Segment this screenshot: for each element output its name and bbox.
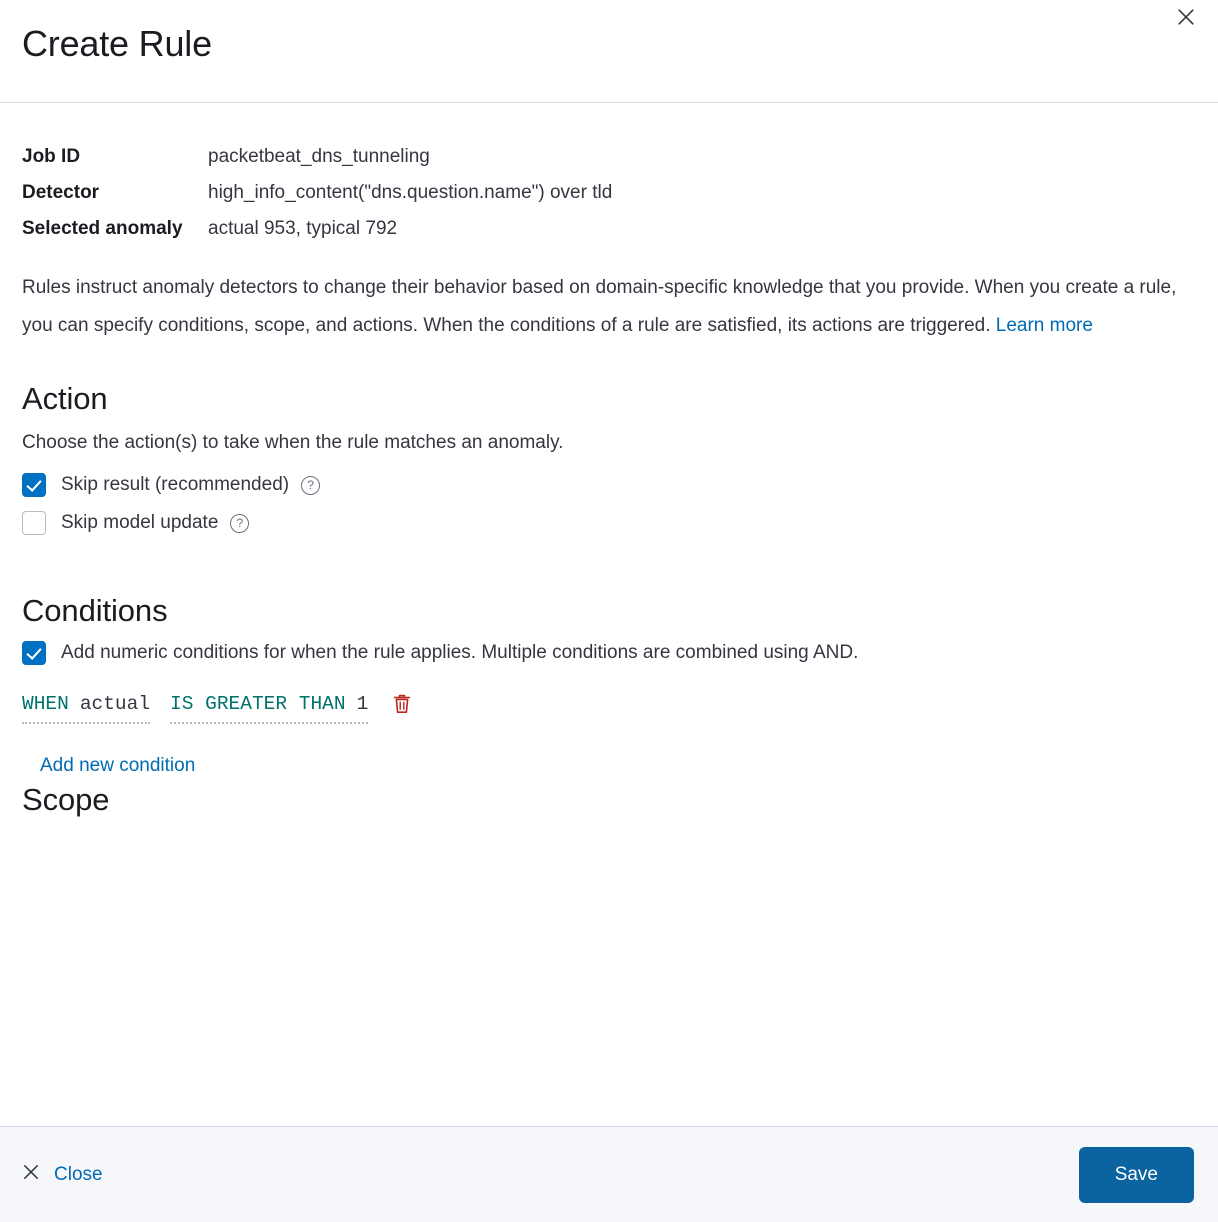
skip-result-label[interactable]: Skip result (recommended) <box>61 474 290 495</box>
condition-row <box>22 691 1194 724</box>
rule-details-list <box>22 143 1194 243</box>
add-new-condition-button[interactable]: Add new condition <box>40 755 196 776</box>
question-in-circle-icon[interactable]: ? <box>301 476 320 495</box>
condition-value-input[interactable]: 1 <box>356 693 369 715</box>
skip-model-update-row[interactable] <box>22 511 1194 535</box>
condition-when-keyword: WHEN <box>22 693 69 715</box>
conditions-enable-label[interactable]: Add numeric conditions for when the rule applies. Multiple conditions are combined using AND. <box>61 642 859 663</box>
skip-result-row[interactable] <box>22 473 1194 497</box>
condition-applies-to-select[interactable] <box>22 691 150 724</box>
skip-model-update-label[interactable]: Skip model update <box>61 512 219 533</box>
question-in-circle-icon[interactable]: ? <box>230 514 249 533</box>
flyout-header <box>0 0 1218 103</box>
learn-more-link[interactable]: Learn more <box>995 315 1093 336</box>
page-title: Create Rule <box>22 23 212 64</box>
conditions-heading: Conditions <box>22 593 168 628</box>
condition-operator-value: IS GREATER THAN <box>170 693 346 715</box>
detail-value-selected-anomaly: actual 953, typical 792 <box>208 218 398 239</box>
detail-value-job-id: packetbeat_dns_tunneling <box>208 146 430 167</box>
skip-result-checkbox[interactable] <box>22 473 46 497</box>
close-button[interactable] <box>22 1163 103 1187</box>
skip-model-update-checkbox[interactable] <box>22 511 46 535</box>
close-icon[interactable] <box>1172 3 1200 31</box>
close-button-label: Close <box>54 1163 103 1185</box>
conditions-enable-checkbox[interactable] <box>22 641 46 665</box>
trash-icon[interactable] <box>392 693 412 715</box>
section-spacer <box>22 549 1194 591</box>
detail-label-selected-anomaly: Selected anomaly <box>22 218 183 239</box>
scope-heading: Scope <box>22 782 110 817</box>
detail-label-job-id: Job ID <box>22 146 81 167</box>
condition-operator-select[interactable] <box>170 691 368 724</box>
action-heading: Action <box>22 381 108 416</box>
save-button[interactable]: Save <box>1079 1147 1194 1203</box>
intro-text <box>22 269 1182 345</box>
conditions-toggle-row[interactable] <box>22 641 1194 665</box>
action-description: Choose the action(s) to take when the rule matches an anomaly. <box>22 432 564 453</box>
detail-label-detector: Detector <box>22 182 100 203</box>
intro-copy: Rules instruct anomaly detectors to change their behavior based on domain-specific knowledge that you provide. When you create a rule, you can specify conditions, scope, and actions. When the conditions of a rule are satisfied, its actions are triggered. <box>22 277 1177 336</box>
flyout-body <box>0 103 1218 1126</box>
flyout-footer <box>0 1126 1218 1222</box>
cross-icon <box>22 1163 40 1187</box>
detail-value-detector: high_info_content("dns.question.name") over tld <box>208 182 613 203</box>
condition-applies-to-value: actual <box>79 693 151 715</box>
